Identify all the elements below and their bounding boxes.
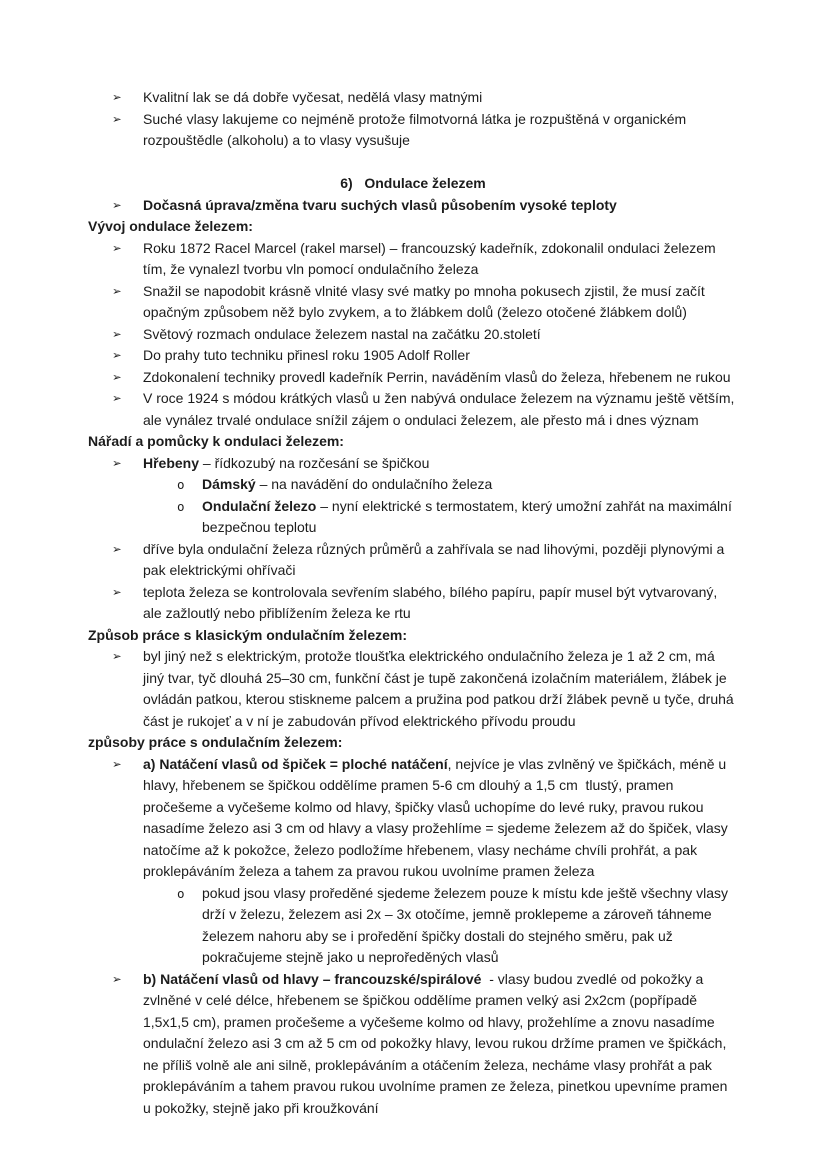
bullet-text [143,283,705,321]
subsection-heading [88,431,738,453]
text-run: teplota železa se kontrolovala sevřením slabého, bílého papíru, papír musel být vytvarovaný, ale zažloutlý nebo přiblížením železa ke rtu [143,583,718,621]
text-run: Hřebeny [143,454,200,471]
text-run: Světový rozmach ondulace železem nastal na začátku 20.století [143,325,541,342]
bullet-text [202,885,728,966]
text-run: Ondulační železo [202,497,317,514]
bullet-item [88,367,738,389]
bullet-arrow-icon: ➢ [112,242,122,255]
bullet-item [88,582,738,625]
blank-line [88,152,738,174]
bullet-arrow-icon: ➢ [112,393,122,405]
text-run: způsoby práce s ondulačním železem: [88,734,343,750]
text-run: dříve byla ondulační železa různých průměrů a zahřívala se nad lihovými, později plynovými a pak elektrickými ohřívači [143,540,725,578]
bullet-arrow-icon: ➢ [112,973,122,986]
bullet-item [88,109,738,152]
bullet-item [88,324,738,346]
bullet-arrow-icon: ➢ [112,350,122,362]
bullet-arrow-icon: ➢ [112,586,122,599]
subsection-heading [88,216,738,238]
bullet-item [88,754,738,883]
bullet-arrow-icon: ➢ [112,371,122,384]
bullet-text [143,541,724,579]
bullet-text [143,111,686,149]
bullet-item [88,281,738,324]
text-run: Roku 1872 Racel Marcel (rakel marsel) – francouzský kadeřník, zdokonalil ondulaci železem tím, že vynalezl tvorbu vln pomocí ondulačního železa [143,239,716,277]
bullet-item [88,453,738,475]
text-run: Vývoj ondulace železem: [88,218,253,234]
bullet-text [143,197,617,213]
bullet-text [143,455,429,471]
text-run: a) Natáčení vlasů od špiček = ploché natáčení [143,755,448,772]
text-run: Způsob práce s klasickým ondulačním železem: [88,626,407,643]
text-run: byl jiný než s elektrickým, protože tloušťka elektrického ondulačního železa je 1 až 2 cm, má jiný tvar, tyč dlouhá 25–30 cm, funkční část je tupě zakončená izolačním materiálem, žlábek je ovládán patkou, kterou stiskneme palcem a pružina pod patkou drží žlábek pevně u tyče, druhá část je rukojeť a v ní je zabudován přívod elektrického přívodu proudu [143,648,734,729]
bullet-arrow-icon: ➢ [112,543,122,556]
bullet-arrow-icon: ➢ [112,758,122,771]
bullet-text [143,326,541,342]
text-run: Suché vlasy lakujeme co nejméně protože filmotvorná látka je rozpuštěná v organickém rozpouštědle (alkoholu) a to vlasy vysušuje [143,110,687,148]
text-run: Kvalitní lak se dá dobře vyčesat, nedělá vlasy matnými [143,89,483,105]
bullet-text [143,648,734,729]
section-title [88,173,738,195]
bullet-arrow-icon: ➢ [112,285,122,298]
bullet-text [202,476,492,492]
bullet-text [202,498,732,536]
bullet-item [88,238,738,281]
text-run: – řídkozubý na rozčesání se špičkou [199,454,430,471]
text-run: Nářadí a pomůcky k ondulaci železem: [88,433,344,449]
sub-bullet-item [88,883,738,969]
text-run: Do prahy tuto techniku přinesl roku 1905 Adolf Roller [143,347,470,363]
document-body [88,87,738,1119]
bullet-item [88,195,738,217]
text-run: Zdokonalení techniky provedl kadeřník Perrin, naváděním vlasů do železa, hřebenem ne rukou [143,368,731,385]
bullet-arrow-icon: ➢ [112,328,122,341]
subsection-heading [88,732,738,754]
text-run: - vlasy budou zvedlé od pokožky a zvlněné v celé délce, hřebenem se špičkou oddělíme pramen velký asi 2x2cm (popřípadě 1,5x1,5 cm), pramen pročešeme a vyčešeme kolmo od hlavy, prožehlíme a znovu nasadíme ondulační železo asi 3 cm až 5 cm od pokožky hlavy, levou rukou držíme pramen ve špičkách, ne příliš volně ale ani silně, proklepáváním a otáčením železa, necháme vlasy prohřát a pak proklepáváním a tahem pravou rukou uvolníme pramen ze železa, pinetkou upevníme pramen u pokožky, stejně jako při kroužkování [143,970,728,1116]
bullet-arrow-icon: ➢ [112,92,122,104]
text-run: 6) Ondulace železem [340,175,486,191]
sub-bullet-item [88,496,738,539]
bullet-text [143,347,470,363]
bullet-text [143,89,482,105]
text-run: V roce 1924 s módou krátkých vlasů u žen nabývá ondulace železem na významu ještě větším, ale vynález trvalé ondulace snížil zájem o ondulaci železem, ale přesto má i dnes význam [143,390,735,428]
bullet-item [88,539,738,582]
bullet-item [88,87,738,109]
text-run: – na navádění do ondulačního železa [255,476,493,492]
bullet-arrow-icon: ➢ [112,457,122,470]
bullet-arrow-icon: ➢ [112,199,122,212]
bullet-text [143,971,727,1116]
bullet-text [143,240,716,278]
bullet-circle-icon: o [177,477,185,492]
bullet-arrow-icon: ➢ [112,651,122,663]
text-run: Dočasná úprava/změna tvaru suchých vlasů působením vysoké teploty [143,196,617,213]
text-run: , nejvíce je vlas zvlněný ve špičkách, méně u hlavy, hřebenem se špičkou oddělíme pramen 5-6 cm dlouhý a 1,5 cm tlustý, pramen pročešeme a vyčešeme kolmo od hlavy, špičky vlasů uchopíme do levé ruky, pravou rukou nasadíme železo asi 3 cm od hlavy a vlasy prožehlíme = sjedeme železem až do špiček, vlasy natočíme až k pokožce, železo podložíme hřebenem, vlasy necháme chvíli prohřát, a pak proklepáváním železa a tahem za pravou rukou uvolníme pramen železa [143,755,728,879]
subsection-heading [88,625,738,647]
bullet-item [88,969,738,1120]
bullet-text [143,584,717,622]
bullet-item [88,646,738,732]
text-run: – nyní elektrické s termostatem, který umožní zahřát na maximální bezpečnou teplotu [202,497,732,535]
bullet-circle-icon: o [177,498,185,514]
bullet-arrow-icon: ➢ [112,113,122,126]
text-run: Snažil se napodobit krásně vlnité vlasy své matky po mnoha pokusech zjistil, že musí začít opačným způsobem něž bylo zvykem, a to žlábkem dolů (železo otočené žlábkem dolů) [143,282,705,320]
bullet-circle-icon: o [177,885,185,901]
bullet-text [143,369,731,385]
bullet-text [143,756,728,880]
bullet-text [143,390,734,428]
text-run: pokud jsou vlasy proředěné sjedeme železem pouze k místu kde ještě všechny vlasy drží v železu, železem asi 2x – 3x otočíme, jemně proklepeme a zároveň táhneme železem nahoru aby se i proředění špičky dostali do stejného směru, pak už pokračujeme stejně jako u neproředěných vlasů [202,884,729,965]
text-run: b) Natáčení vlasů od hlavy – francouzské/spirálové [143,970,482,987]
sub-bullet-item [88,474,738,496]
bullet-item [88,345,738,367]
bullet-item [88,388,738,431]
text-run: Dámský [202,476,256,492]
